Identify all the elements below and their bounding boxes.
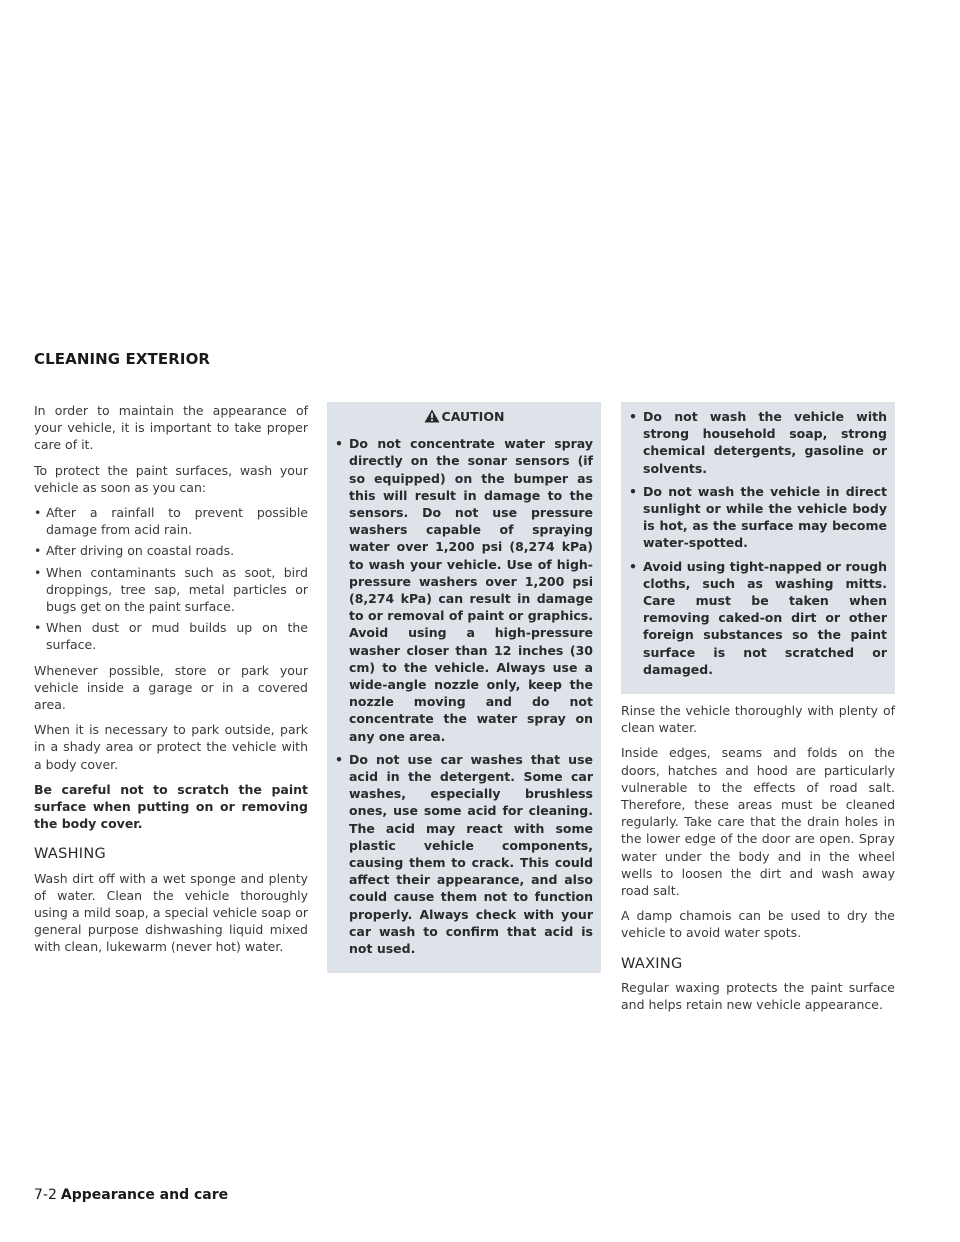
caution-list [629, 408, 887, 678]
washing-heading: WASHING [34, 846, 107, 863]
wash-conditions-list [34, 504, 308, 654]
body-cover-note: Be careful not to scratch the paint surface when putting on or removing the body cover. [34, 781, 308, 832]
intro-paragraph-1: In order to maintain the appearance of your vehicle, it is important to take proper care of it. [34, 403, 308, 453]
caution-heading [335, 408, 593, 427]
column-left [34, 402, 308, 964]
caution-item: • Do not wash the vehicle with strong household soap, strong chemical detergents, gasoline or solvents. [629, 408, 887, 477]
inside-edges-paragraph: Inside edges, seams and folds on the doors, hatches and hood are particularly vulnerable to the effects of road salt. Therefore, these areas must be cleaned regularly. Take care that the drain holes in the lower edge of the door are open. Spray water under the body and in the wheel wells to loosen the dirt and wash away road salt. [621, 745, 895, 899]
page-number: 7-2 [34, 1187, 57, 1203]
caution-item: • Do not wash the vehicle in direct sunlight or while the vehicle body is hot, as the surface may become water-spotted. [629, 483, 887, 552]
list-item: • When contaminants such as soot, bird droppings, tree sap, metal particles or bugs get on the paint surface. [34, 564, 308, 616]
caution-list [335, 435, 593, 957]
list-item: • When dust or mud builds up on the surface. [34, 619, 308, 653]
chamois-paragraph: A damp chamois can be used to dry the vehicle to avoid water spots. [621, 908, 895, 941]
store-paragraph: Whenever possible, store or park your vehicle inside a garage or in a covered area. [34, 662, 308, 713]
caution-item: • Do not concentrate water spray directly on the sonar sensors (if so equipped) on the bumper as this will result in damage to the sensors. Do not use pressure washers capable of spraying water over 1,200 psi (8,274 kPa) to wash your vehicle. Use of high-pressure washers over 1,200 psi (8,274 kPa) can result in damage to or removal of paint or graphics. Avoid using a high-pressure washer closer than 12 inches (30 cm) to the vehicle. Always use a wide-angle nozzle only, keep the nozzle moving and do not concentrate the water spray on any one area. [335, 435, 593, 745]
rinse-paragraph: Rinse the vehicle thoroughly with plenty of clean water. [621, 703, 895, 736]
caution-item: • Avoid using tight-napped or rough cloths, such as washing mitts. Care must be taken when removing caked-on dirt or other foreign substances so the paint surface is not scratched or damaged. [629, 558, 887, 678]
warning-triangle-icon [424, 409, 440, 427]
section-title: CLEANING EXTERIOR [34, 350, 211, 368]
caution-box-continued [621, 402, 895, 694]
caution-item: • Do not use car washes that use acid in the detergent. Some car washes, especially brushless ones, use some acid for cleaning. The acid may react with some plastic vehicle components, causing them to crack. This could affect their appearance, and also could cause them not to function properly. Always check with your car wash to confirm that acid is not used. [335, 751, 593, 957]
waxing-heading: WAXING [621, 955, 683, 972]
list-item: • After driving on coastal roads. [34, 542, 308, 559]
column-middle [327, 402, 601, 973]
caution-label: CAUTION [441, 409, 505, 424]
park-paragraph: When it is necessary to park outside, park in a shady area or protect the vehicle with a body cover. [34, 722, 308, 772]
caution-box [327, 402, 601, 973]
washing-paragraph: Wash dirt off with a wet sponge and plenty of water. Clean the vehicle thoroughly using a mild soap, a special vehicle soap or general purpose dishwashing liquid mixed with clean, lukewarm (never hot) water. [34, 870, 308, 955]
column-right [621, 402, 895, 1021]
list-item: • After a rainfall to prevent possible damage from acid rain. [34, 504, 308, 538]
intro-paragraph-2: To protect the paint surfaces, wash your vehicle as soon as you can: [34, 462, 308, 495]
page-footer [34, 1187, 228, 1203]
chapter-title: Appearance and care [60, 1187, 229, 1203]
waxing-paragraph: Regular waxing protects the paint surface and helps retain new vehicle appearance. [621, 979, 895, 1013]
